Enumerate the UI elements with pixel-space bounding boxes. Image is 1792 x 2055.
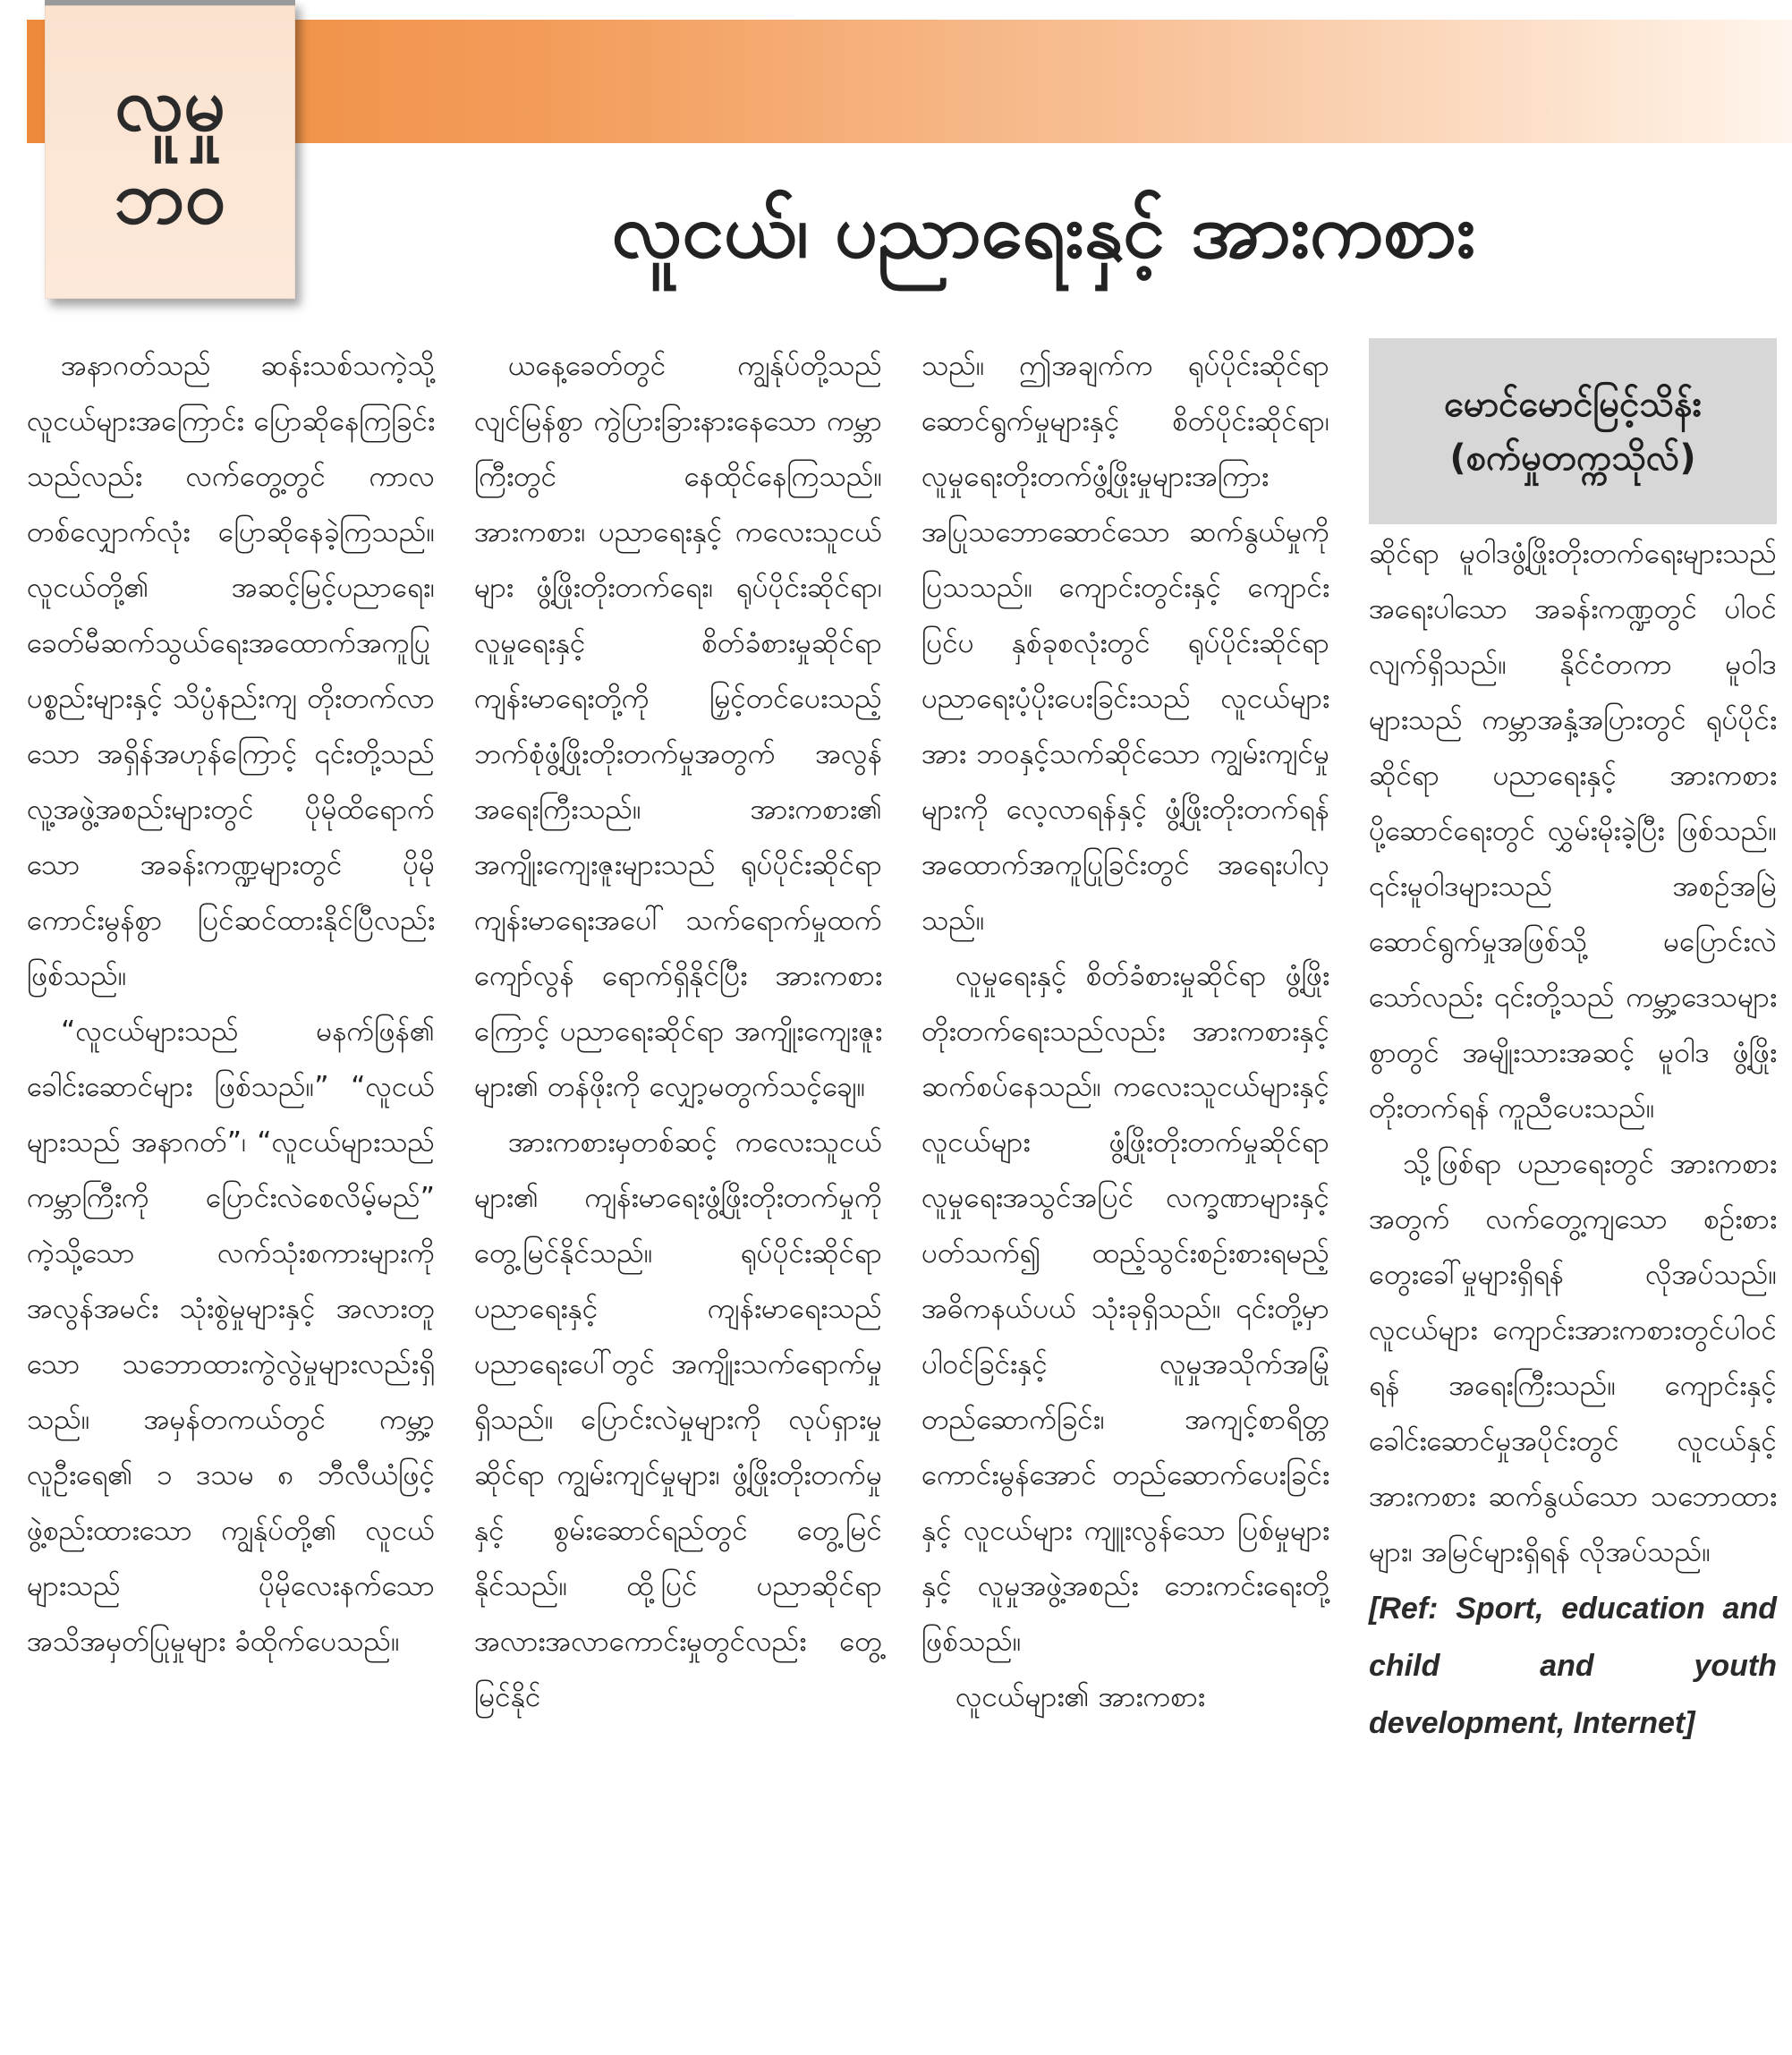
- article-title: လူငယ်၊ ပညာရေးနှင့် အားကစား: [611, 187, 1476, 275]
- section-label-line2: ဘဝ: [114, 156, 226, 241]
- paragraph: သို့ဖြစ်ရာ ပညာရေးတွင် အားကစားအတွက် လက်တွေ့ကျသော စဉ်းစားတွေးခေါ်မှုများရှိရန် လိုအပ်သည်။ လူငယ်များ ကျောင်းအားကစားတွင်ပါဝင်ရန် အရေးကြီးသည်။ ကျောင်းနှင့် ခေါင်းဆောင်မှုအပိုင်းတွင် လူငယ်နှင့် အားကစား ဆက်နွယ်သော သဘောထားများ၊ အမြင်များရှိရန် လိုအပ်သည်။: [1369, 1148, 1777, 1568]
- author-box: [1369, 338, 1777, 524]
- paragraph: “လူငယ်များသည် မနက်ဖြန်၏ ခေါင်းဆောင်များ ဖြစ်သည်။” “လူငယ်များသည် အနာဂတ်”၊ “လူငယ်များသည် ကမ္ဘာကြီးကို ပြောင်းလဲစေလိမ့်မည်” ကဲ့သို့သော လက်သုံးစကားများကို အလွန်အမင်း သုံးစွဲမှုများနှင့် အလားတူသော သဘောထားကွဲလွဲမှုများလည်းရှိသည်။ အမှန်တကယ်တွင် ကမ္ဘာ့လူဦးရေ၏ ၁ ဒသမ ၈ ဘီလီယံဖြင့် ဖွဲ့စည်းထားသော ကျွန်ုပ်တို့၏ လူငယ်များသည် ပိုမိုလေးနက်သော အသိအမှတ်ပြုမှုများ ခံထိုက်ပေသည်။: [27, 1015, 435, 1658]
- paragraph: ဆိုင်ရာ မူဝါဒဖွံ့ဖြိုးတိုးတက်ရေးများသည် အရေးပါသော အခန်းကဏ္ဍတွင် ပါဝင်လျက်ရှိသည်။ နိုင်ငံတကာ မူဝါဒများသည် ကမ္ဘာအနှံ့အပြားတွင် ရုပ်ပိုင်းဆိုင်ရာ ပညာရေးနှင့် အားကစား ပို့ဆောင်ရေးတွင် လွှမ်းမိုးခဲ့ပြီး ဖြစ်သည်။ ၎င်းမူဝါဒများသည် အစဉ်အမြဲ ဆောင်ရွက်မှုအဖြစ်သို့ မပြောင်းလဲသော်လည်း ၎င်းတို့သည် ကမ္ဘာ့ဒေသများစွာတွင် အမျိုးသားအဆင့် မူဝါဒ ဖွံ့ဖြိုးတိုးတက်ရန် ကူညီပေးသည်။: [1369, 538, 1777, 1125]
- paragraph: သည်။ ဤအချက်က ရုပ်ပိုင်းဆိုင်ရာ ဆောင်ရွက်မှုများနှင့် စိတ်ပိုင်းဆိုင်ရာ၊ လူမှုရေးတိုးတက်ဖွံ့ဖြိုးမှုများအကြား အပြုသဘောဆောင်သော ဆက်နွယ်မှုကို ပြသသည်။ ကျောင်းတွင်းနှင့် ကျောင်းပြင်ပ နှစ်ခုစလုံးတွင် ရုပ်ပိုင်းဆိုင်ရာ ပညာရေးပံ့ပိုးပေးခြင်းသည် လူငယ်များအား ဘဝနှင့်သက်ဆိုင်သော ကျွမ်းကျင်မှုများကို လေ့လာရန်နှင့် ဖွံ့ဖြိုးတိုးတက်ရန် အထောက်အကူပြုခြင်းတွင် အရေးပါလှသည်။: [921, 350, 1329, 937]
- paragraph: အားကစားမှတစ်ဆင့် ကလေးသူငယ်များ၏ ကျန်းမာရေးဖွံ့ဖြိုးတိုးတက်မှုကို တွေ့မြင်နိုင်သည်။ ရုပ်ပိုင်းဆိုင်ရာ ပညာရေးနှင့် ကျန်းမာရေးသည် ပညာရေးပေါ်တွင် အကျိုးသက်ရောက်မှုရှိသည်။ ပြောင်းလဲမှုများကို လုပ်ရှားမှုဆိုင်ရာ ကျွမ်းကျင်မှုများ၊ ဖွံ့ဖြိုးတိုးတက်မှုနှင့် စွမ်းဆောင်ရည်တွင် တွေ့မြင်နိုင်သည်။ ထို့ပြင် ပညာဆိုင်ရာ အလားအလာကောင်းမှုတွင်လည်း တွေ့မြင်နိုင်: [474, 1126, 882, 1713]
- paragraph: ယနေ့ခေတ်တွင် ကျွန်ုပ်တို့သည် လျင်မြန်စွာ ကွဲပြားခြားနားနေသော ကမ္ဘာကြီးတွင် နေထိုင်နေကြသည်။ အားကစား၊ ပညာရေးနှင့် ကလေးသူငယ်များ ဖွံ့ဖြိုးတိုးတက်ရေး၊ ရုပ်ပိုင်းဆိုင်ရာ၊ လူမှုရေးနှင့် စိတ်ခံစားမှုဆိုင်ရာ ကျန်းမာရေးတို့ကို မြှင့်တင်ပေးသည့် ဘက်စုံဖွံ့ဖြိုးတိုးတက်မှုအတွက် အလွန်အရေးကြီးသည်။ အားကစား၏ အကျိုးကျေးဇူးများသည် ရုပ်ပိုင်းဆိုင်ရာ ကျန်းမာရေးအပေါ် သက်ရောက်မှုထက် ကျော်လွန် ရောက်ရှိနိုင်ပြီး အားကစားကြောင့် ပညာရေးဆိုင်ရာ အကျိုးကျေးဇူးများ၏ တန်ဖိုးကို လျှော့မတွက်သင့်ချေ။: [474, 350, 882, 1103]
- paragraph: အနာဂတ်သည် ဆန်းသစ်သကဲ့သို့ လူငယ်များအကြောင်း ပြောဆိုနေကြခြင်းသည်လည်း လက်တွေ့တွင် ကာလတစ်လျှောက်လုံး ပြောဆိုနေခဲ့ကြသည်။ လူငယ်တို့၏ အဆင့်မြင့်ပညာရေး၊ ခေတ်မီဆက်သွယ်ရေးအထောက်အကူပြုပစ္စည်းများနှင့် သိပ္ပံနည်းကျ တိုးတက်လာသော အရှိန်အဟုန်ကြောင့် ၎င်းတို့သည် လူ့အဖွဲ့အစည်းများတွင် ပိုမိုထိရောက်သော အခန်းကဏ္ဍများတွင် ပိုမိုကောင်းမွန်စွာ ပြင်ဆင်ထားနိုင်ပြီလည်းဖြစ်သည်။: [27, 350, 435, 992]
- paragraph: လူမှုရေးနှင့် စိတ်ခံစားမှုဆိုင်ရာ ဖွံ့ဖြိုးတိုးတက်ရေးသည်လည်း အားကစားနှင့် ဆက်စပ်နေသည်။ ကလေးသူငယ်များနှင့် လူငယ်များ ဖွံ့ဖြိုးတိုးတက်မှုဆိုင်ရာ လူမှုရေးအသွင်အပြင် လက္ခဏာများနှင့် ပတ်သက်၍ ထည့်သွင်းစဉ်းစားရမည့် အဓိကနယ်ပယ် သုံးခုရှိသည်။ ၎င်းတို့မှာ ပါဝင်ခြင်းနှင့် လူမှုအသိုက်အမြုံ တည်ဆောက်ခြင်း၊ အကျင့်စာရိတ္တကောင်းမွန်အောင် တည်ဆောက်ပေးခြင်းနှင့် လူငယ်များ ကျူးလွန်သော ပြစ်မှုများနှင့် လူမှုအဖွဲ့အစည်း ဘေးကင်းရေးတို့ ဖြစ်သည်။: [921, 960, 1329, 1658]
- article-column-4: [1369, 526, 1777, 1752]
- author-affiliation: (စက်မှုတက္ကသိုလ်): [1449, 437, 1696, 479]
- reference-note: [Ref: Sport, education and child and youth development, Internet]: [1369, 1592, 1777, 1740]
- article-column-1: [27, 338, 435, 1669]
- section-label: [45, 0, 295, 299]
- author-name: မောင်မောင်မြင့်သိန်း: [1444, 384, 1702, 425]
- paragraph: လူငယ်များ၏ အားကစား: [955, 1681, 1205, 1713]
- article-column-2: [474, 338, 882, 1725]
- article-column-3: [921, 338, 1329, 1725]
- section-label-line1: လူမှု: [115, 63, 225, 148]
